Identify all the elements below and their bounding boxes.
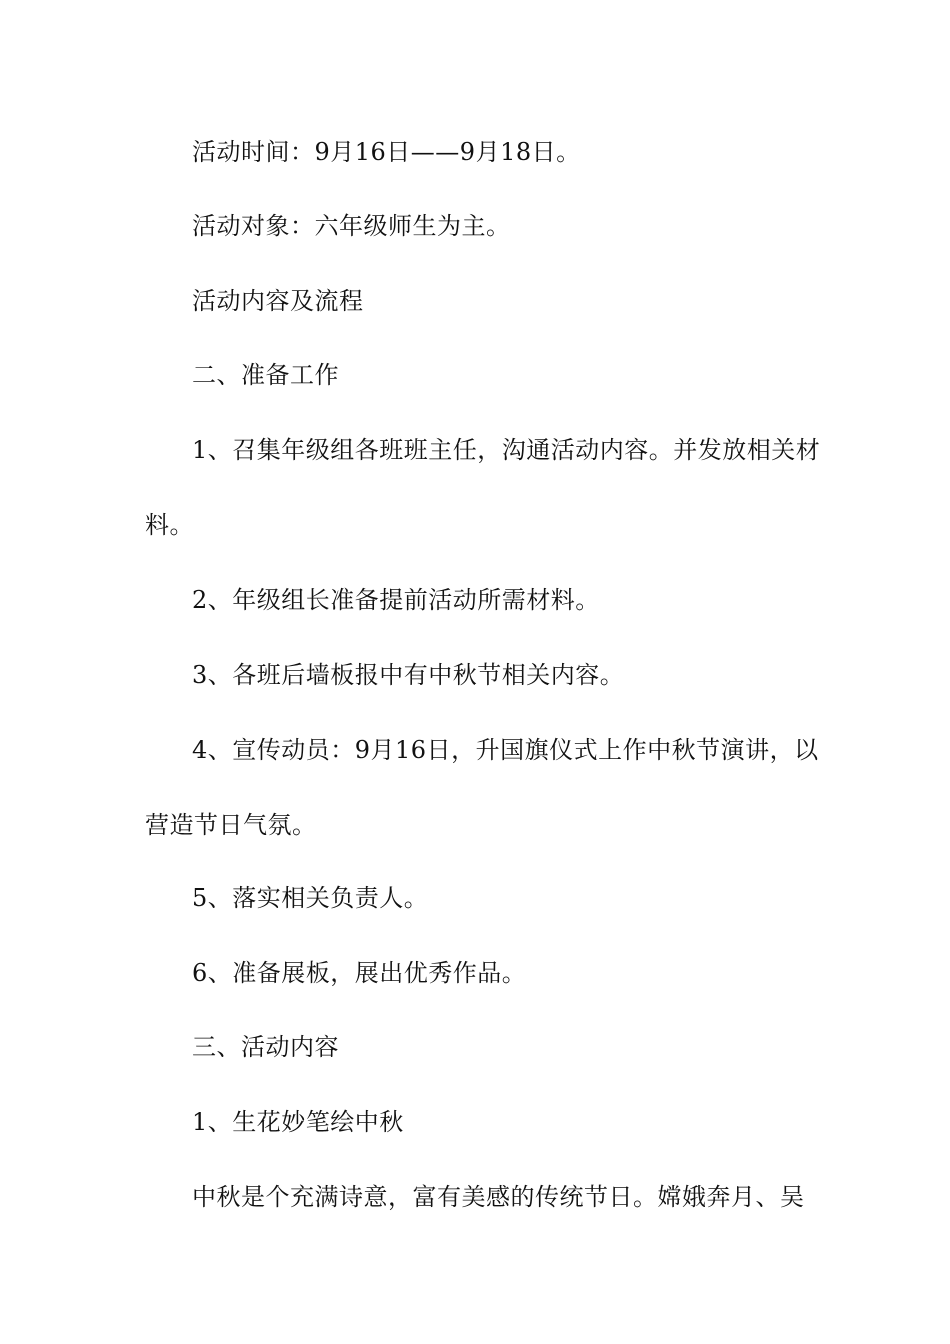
activity-target-line: 活动对象：六年级师生为主。 bbox=[192, 212, 511, 240]
prep-item-2: 2、年级组长准备提前活动所需材料。 bbox=[192, 586, 600, 614]
prep-item-4: 4、宣传动员：9月16日，升国旗仪式上作中秋节演讲，以 bbox=[192, 736, 819, 764]
prep-item-4-continued: 营造节日气氛。 bbox=[145, 811, 317, 839]
content-paragraph: 中秋是个充满诗意，富有美感的传统节日。嫦娥奔月、吴 bbox=[192, 1183, 805, 1211]
activity-content-heading: 三、活动内容 bbox=[192, 1033, 339, 1061]
prep-item-6: 6、准备展板，展出优秀作品。 bbox=[192, 959, 527, 987]
prep-item-1: 1、召集年级组各班班主任，沟通活动内容。并发放相关材 bbox=[192, 436, 821, 464]
activity-time-line: 活动时间：9月16日——9月18日。 bbox=[192, 138, 581, 166]
content-item-1: 1、生花妙笔绘中秋 bbox=[192, 1108, 404, 1136]
prep-item-1-continued: 料。 bbox=[145, 511, 194, 539]
prep-item-5: 5、落实相关负责人。 bbox=[192, 884, 429, 912]
prep-item-3: 3、各班后墙板报中有中秋节相关内容。 bbox=[192, 661, 625, 689]
preparation-heading: 二、准备工作 bbox=[192, 361, 339, 389]
content-process-heading: 活动内容及流程 bbox=[192, 287, 364, 315]
